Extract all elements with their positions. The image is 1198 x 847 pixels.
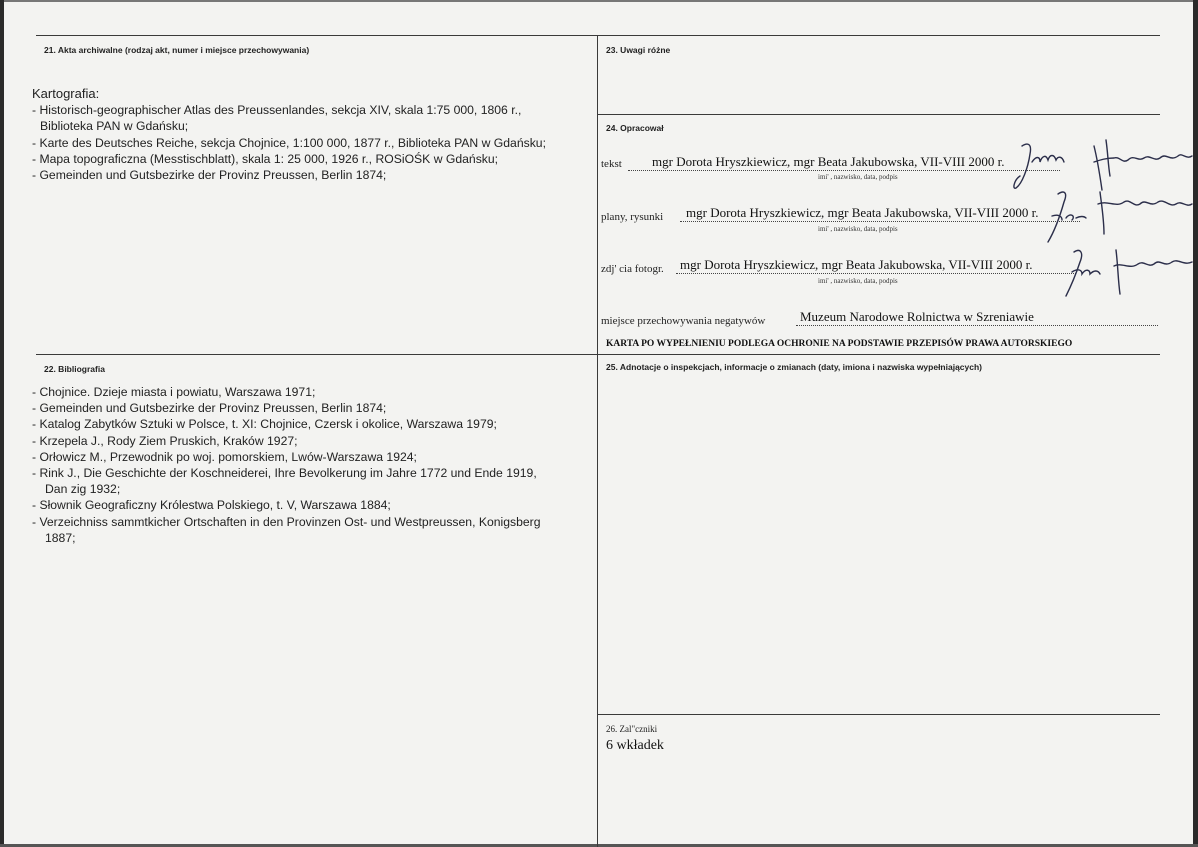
s21-line: - Karte des Deutsches Reiche, sekcja Chojnice, 1:100 000, 1877 r., Biblioteka PAN w Gdańsku; bbox=[32, 135, 546, 150]
s22-line: Dan zig 1932; bbox=[45, 482, 121, 497]
row-plany-dotline bbox=[680, 221, 1080, 222]
scan-edge-top bbox=[0, 0, 1198, 2]
section-24-heading: 24. Opracował bbox=[606, 123, 664, 133]
row-tekst-value: mgr Dorota Hryszkiewicz, mgr Beata Jakubowska, VII-VIII 2000 r. bbox=[652, 154, 1005, 169]
s22-line: - Orłowicz M., Przewodnik po woj. pomorskiem, Lwów-Warszawa 1924; bbox=[32, 449, 417, 464]
section-26-heading: 26. Zal"czniki bbox=[606, 724, 658, 734]
section-22-body bbox=[32, 384, 541, 546]
row-tekst-dotline bbox=[628, 170, 1060, 171]
s22-line: 1887; bbox=[45, 530, 76, 545]
negatives-label: miejsce przechowywania negatywów bbox=[601, 315, 766, 327]
s21-line: Kartografia: bbox=[32, 86, 100, 101]
s22-line: - Słownik Geograficzny Królestwa Polskiego, t. V, Warszawa 1884; bbox=[32, 498, 391, 513]
section-21-body bbox=[32, 86, 546, 183]
attachments-value: 6 wkładek bbox=[606, 738, 664, 753]
negatives-dotline bbox=[796, 325, 1158, 326]
row-zdjecia-caption: imi' , nazwisko, data, podpis bbox=[818, 277, 898, 285]
section-23-heading: 23. Uwagi różne bbox=[606, 45, 671, 55]
section-21-heading: 21. Akta archiwalne (rodzaj akt, numer i miejsce przechowywania) bbox=[44, 45, 310, 55]
s21-line: - Historisch-geographischer Atlas des Preussenlandes, sekcja XIV, skala 1:75 000, 1806 r., bbox=[32, 103, 522, 118]
scan-edge-right bbox=[1193, 0, 1198, 847]
row-tekst-label: tekst bbox=[601, 158, 622, 170]
signature-image-tekst bbox=[1010, 132, 1198, 194]
section-25-heading: 25. Adnotacje o inspekcjach, informacje o zmianach (daty, imiona i nazwiska wypełniających) bbox=[606, 362, 983, 372]
scan-edge-left bbox=[0, 0, 4, 847]
row-zdjecia-value: mgr Dorota Hryszkiewicz, mgr Beata Jakubowska, VII-VIII 2000 r. bbox=[680, 257, 1033, 272]
rule-center-vertical bbox=[597, 35, 598, 847]
s22-line: - Gemeinden und Gutsbezirke der Provinz Preussen, Berlin 1874; bbox=[32, 401, 387, 416]
rule-s23-bottom bbox=[597, 114, 1160, 115]
s22-line: - Rink J., Die Geschichte der Koschneiderei, Ihre Bevolkerung im Jahre 1772 und Ende 1919, bbox=[32, 466, 537, 481]
rule-top bbox=[36, 35, 1160, 36]
s22-line: - Krzepela J., Rody Ziem Pruskich, Kraków 1927; bbox=[32, 433, 298, 448]
row-zdjecia-label: zdj' cia fotogr. bbox=[601, 263, 664, 275]
section-22-heading: 22. Bibliografia bbox=[44, 364, 105, 374]
row-zdjecia-dotline bbox=[676, 273, 1076, 274]
s21-line: - Gemeinden und Gutsbezirke der Provinz Preussen, Berlin 1874; bbox=[32, 168, 387, 183]
copyright-notice: KARTA PO WYPEŁNIENIU PODLEGA OCHRONIE NA PODSTAWIE PRZEPISÓW PRAWA AUTORSKIEGO bbox=[606, 339, 1073, 349]
s21-line: - Mapa topograficzna (Messtischblatt), skala 1: 25 000, 1926 r., ROSiOŚK w Gdańsku; bbox=[32, 151, 499, 166]
row-plany-label: plany, rysunki bbox=[601, 211, 664, 223]
signature-image-zdjecia bbox=[1060, 244, 1198, 300]
rule-s25-bottom bbox=[597, 714, 1160, 715]
row-plany-caption: imi' , nazwisko, data, podpis bbox=[818, 225, 898, 233]
row-plany-value: mgr Dorota Hryszkiewicz, mgr Beata Jakubowska, VII-VIII 2000 r. bbox=[686, 205, 1039, 220]
rule-middle bbox=[36, 354, 1160, 355]
s22-line: - Chojnice. Dzieje miasta i powiatu, Warszawa 1971; bbox=[32, 385, 316, 399]
negatives-value: Muzeum Narodowe Rolnictwa w Szreniawie bbox=[800, 309, 1034, 324]
s21-line: Biblioteka PAN w Gdańsku; bbox=[40, 119, 189, 134]
s22-line: - Verzeichniss sammtkicher Ortschaften in den Provinzen Ost- und Westpreussen, Konigsberg bbox=[32, 514, 541, 529]
signature-image-plany bbox=[1036, 186, 1196, 246]
s22-line: - Katalog Zabytków Sztuki w Polsce, t. XI: Chojnice, Czersk i okolice, Warszawa 1979; bbox=[32, 417, 497, 432]
row-tekst-caption: imi' , nazwisko, data, podpis bbox=[818, 173, 898, 181]
